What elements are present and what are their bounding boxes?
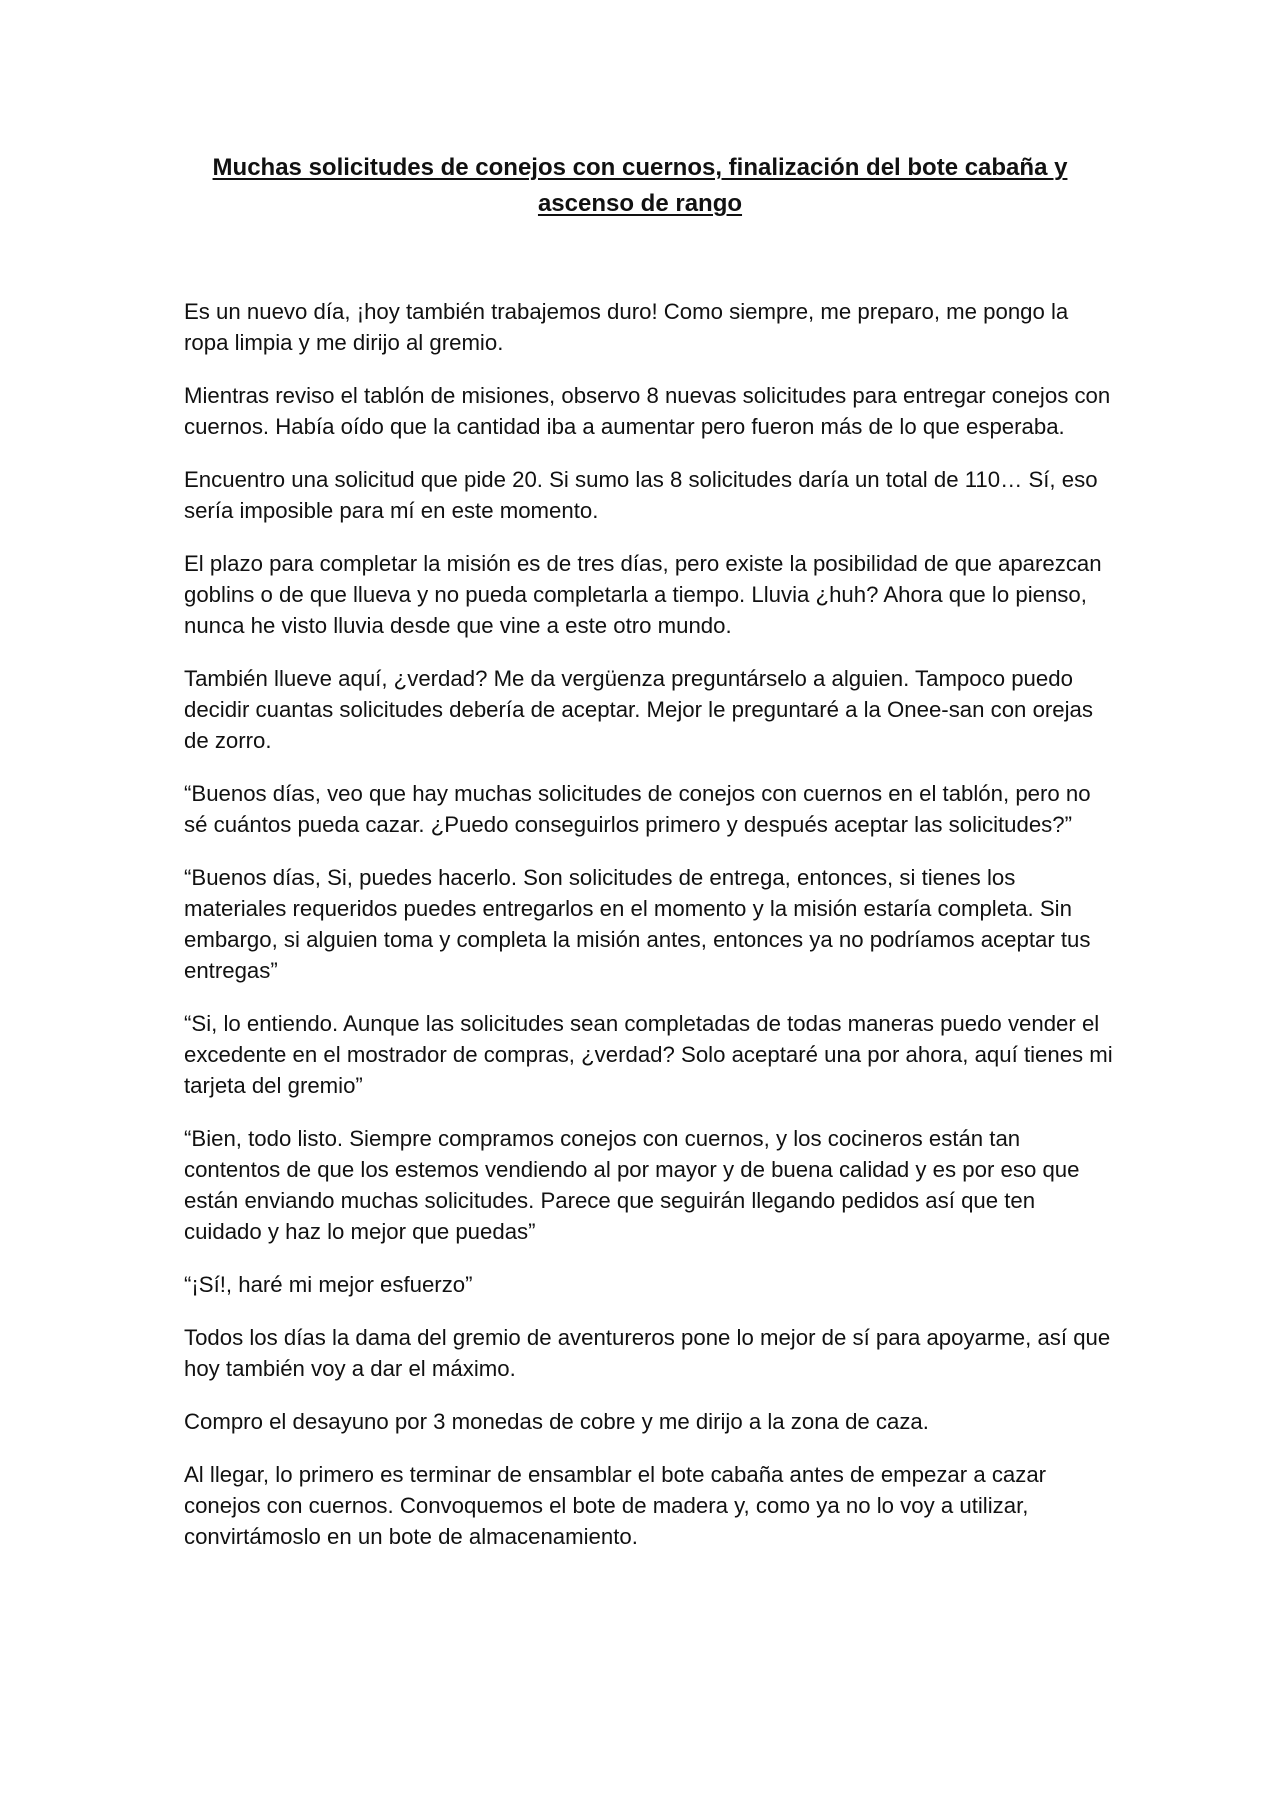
paragraph: El plazo para completar la misión es de tres días, pero existe la posibilidad de que aparezcan goblins o de que llueva y no pueda completarla a tiempo. Lluvia ¿huh? Ahora que lo pienso, nunca he visto lluvia desde que vine a este otro mundo.: [184, 551, 1102, 638]
paragraph: Todos los días la dama del gremio de aventureros pone lo mejor de sí para apoyarme, así que hoy también voy a dar el máximo.: [184, 1325, 1111, 1381]
paragraph: “¡Sí!, haré mi mejor esfuerzo”: [184, 1272, 473, 1297]
chapter-body: [184, 296, 1114, 1574]
paragraph: “Buenos días, veo que hay muchas solicitudes de conejos con cuernos en el tablón, pero no sé cuántos pueda cazar. ¿Puedo conseguirlos primero y después aceptar las solicitudes?”: [184, 781, 1091, 837]
paragraph: Es un nuevo día, ¡hoy también trabajemos duro! Como siempre, me preparo, me pongo la ropa limpia y me dirijo al gremio.: [184, 299, 1069, 355]
paragraph: “Buenos días, Si, puedes hacerlo. Son solicitudes de entrega, entonces, si tienes los materiales requeridos puedes entregarlos en el momento y la misión estaría completa. Sin embargo, si alguien toma y completa la misión antes, entonces ya no podríamos aceptar tus entregas”: [184, 865, 1091, 983]
paragraph: Al llegar, lo primero es terminar de ensamblar el bote cabaña antes de empezar a cazar conejos con cuernos. Convoquemos el bote de madera y, como ya no lo voy a utilizar, convirtámoslo en un bote de almacenamiento.: [184, 1462, 1047, 1549]
paragraph: También llueve aquí, ¿verdad? Me da vergüenza preguntárselo a alguien. Tampoco puedo decidir cuantas solicitudes debería de aceptar. Mejor le preguntaré a la Onee-san con orejas de zorro.: [184, 666, 1093, 753]
paragraph: Mientras reviso el tablón de misiones, observo 8 nuevas solicitudes para entregar conejos con cuernos. Había oído que la cantidad iba a aumentar pero fueron más de lo que esperaba.: [184, 383, 1111, 439]
paragraph: Compro el desayuno por 3 monedas de cobre y me dirijo a la zona de caza.: [184, 1409, 929, 1434]
paragraph: Encuentro una solicitud que pide 20. Si sumo las 8 solicitudes daría un total de 110… Sí, eso sería imposible para mí en este momento.: [184, 467, 1098, 523]
paragraph: “Bien, todo listo. Siempre compramos conejos con cuernos, y los cocineros están tan contentos de que los estemos vendiendo al por mayor y de buena calidad y es por eso que están enviando muchas solicitudes. Parece que seguirán llegando pedidos así que ten cuidado y haz lo mejor que puedas”: [184, 1126, 1080, 1244]
chapter-title: Muchas solicitudes de conejos con cuernos, finalización del bote cabaña y ascenso de rango: [212, 154, 1068, 217]
paragraph: “Si, lo entiendo. Aunque las solicitudes sean completadas de todas maneras puedo vender el excedente en el mostrador de compras, ¿verdad? Solo aceptaré una por ahora, aquí tienes mi tarjeta del gremio”: [184, 1011, 1113, 1098]
